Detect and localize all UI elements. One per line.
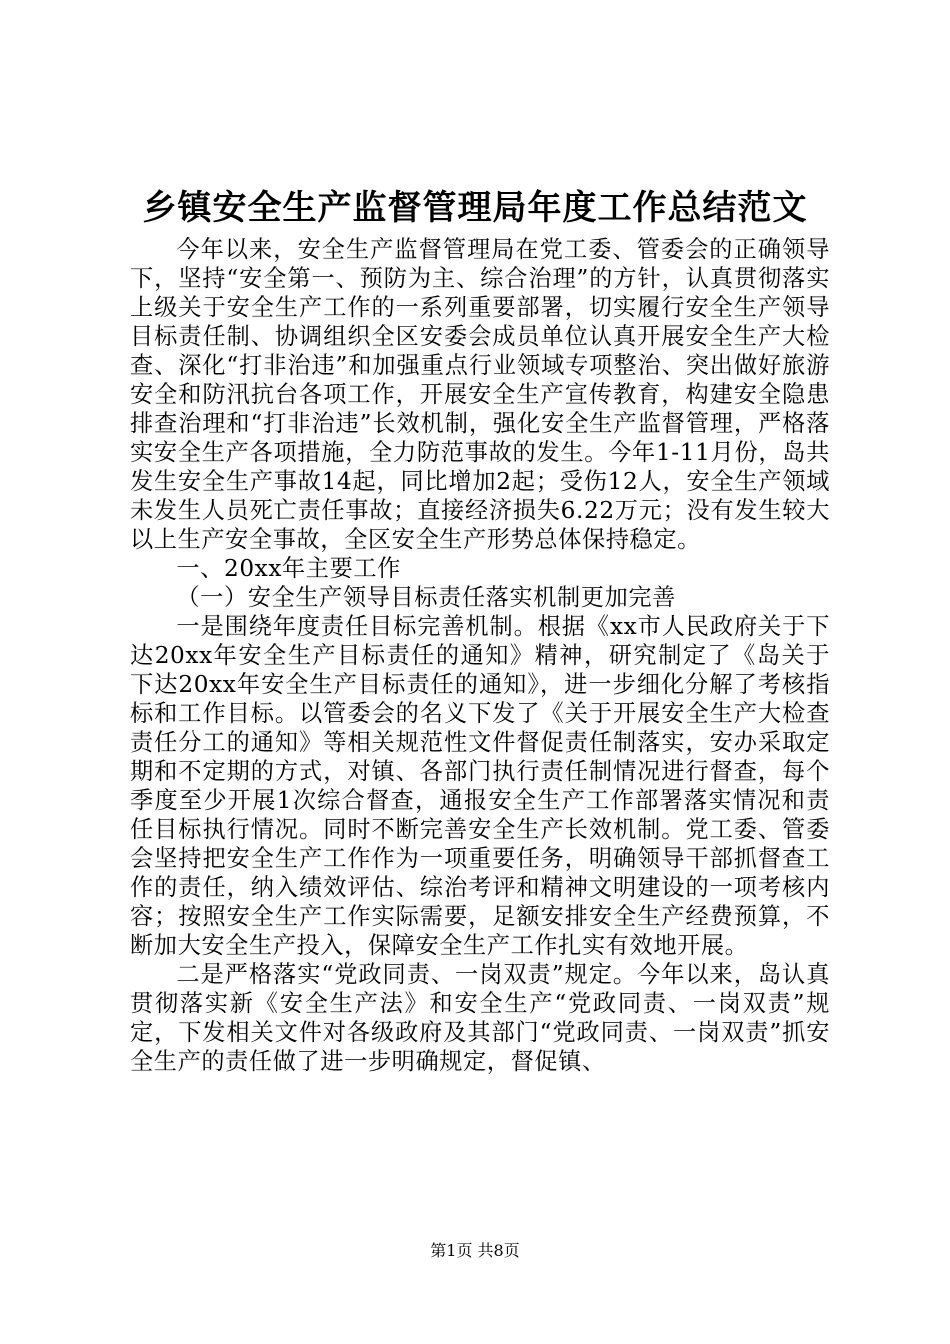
page-number-footer: 第1页 共8页 [430,1241,520,1260]
section-heading: 一、20xx年主要工作 [176,555,401,582]
paragraph-second-point: 二是严格落实“党政同责、一岗双责”规定。今年以来，岛认真贯彻落实新《安全生产法》和安全生产“党政同责、一岗双责”规定，下发相关文件对各级政府及其部门“党政同责、一岗双责”抓安全生产的责任做了进一步明确规定，督促镇、 [130,961,830,1075]
document-body [130,235,830,1076]
document-title: 乡镇安全生产监督管理局年度工作总结范文 [142,188,808,228]
paragraph-intro: 今年以来，安全生产监督管理局在党工委、管委会的正确领导下，坚持“安全第一、预防为主、综合治理”的方针，认真贯彻落实上级关于安全生产工作的一系列重要部署，切实履行安全生产领导目标责任制、协调组织全区安委会成员单位认真开展安全生产大检查、深化“打非治违”和加强重点行业领域专项整治、突出做好旅游安全和防汛抗台各项工作，开展安全生产宣传教育，构建安全隐患排查治理和“打非治违”长效机制，强化安全生产监督管理，严格落实安全生产各项措施，全力防范事故的发生。今年1-11月份，岛共发生安全生产事故14起，同比增加2起；受伤12人，安全生产领域未发生人员死亡责任事故；直接经济损失6.22万元；没有发生较大以上生产安全事故，全区安全生产形势总体保持稳定。 [130,236,830,553]
subsection-heading: （一）安全生产领导目标责任落实机制更加完善 [176,584,676,611]
paragraph-first-point: 一是围绕年度责任目标完善机制。根据《xx市人民政府关于下达20xx年安全生产目标责任的通知》精神，研究制定了《岛关于下达20xx年安全生产目标责任的通知》，进一步细化分解了考核指标和工作目标。以管委会的名义下发了《关于开展安全生产大检查责任分工的通知》等相关规范性文件督促责任制落实，安办采取定期和不定期的方式，对镇、各部门执行责任制情况进行督查，每个季度至少开展1次综合督查，通报安全生产工作部署落实情况和责任目标执行情况。同时不断完善安全生产长效机制。党工委、管委会坚持把安全生产工作作为一项重要任务，明确领导干部抓督查工作的责任，纳入绩效评估、综治考评和精神文明建设的一项考核内容；按照安全生产工作实际需要，足额安排安全生产经费预算，不断加大安全生产投入，保障安全生产工作扎实有效地开展。 [130,613,830,959]
